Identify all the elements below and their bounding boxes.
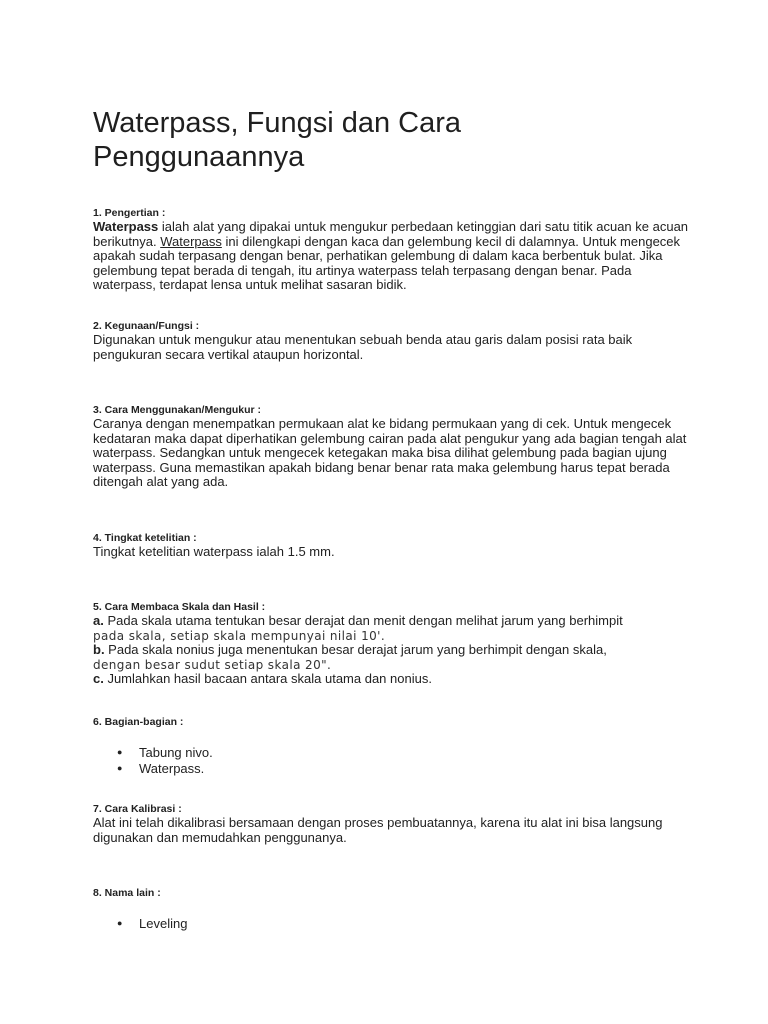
section-heading: 5. Cara Membaca Skala dan Hasil : xyxy=(93,601,266,613)
section-membaca-skala xyxy=(93,601,693,687)
step-b-continuation: dengan besar sudut setiap skala 20". xyxy=(93,657,332,672)
section-bagian xyxy=(93,716,693,776)
list-item xyxy=(93,761,693,777)
step-a xyxy=(93,614,693,629)
section-body: Tingkat ketelitian waterpass ialah 1.5 mm. xyxy=(93,544,335,559)
section-heading: 3. Cara Menggunakan/Mengukur : xyxy=(93,404,262,416)
alias-list xyxy=(93,916,693,932)
bullet-icon: ● xyxy=(117,762,123,773)
bullet-icon: ● xyxy=(117,747,123,757)
list-item-text: Tabung nivo. xyxy=(139,745,213,760)
section-body: Alat ini telah dikalibrasi bersamaan dengan proses pembuatannya, karena itu alat ini bisa langsung digunakan dan memudahkan penggunanya. xyxy=(93,815,663,845)
section-kalibrasi xyxy=(93,803,693,845)
section-heading: 4. Tingkat ketelitian : xyxy=(93,532,197,544)
list-item xyxy=(93,916,693,932)
step-b xyxy=(93,643,693,658)
section-heading: 8. Nama lain : xyxy=(93,887,161,899)
body-text: ialah alat yang dipakai untuk mengukur perbedaan ketinggian dari satu titik acuan ke acuan berikutnya. xyxy=(93,219,689,249)
page-title: Waterpass, Fungsi dan Cara Penggunaannya xyxy=(93,107,462,173)
list-item-text: Leveling xyxy=(139,916,188,931)
bullet-icon: ● xyxy=(117,918,123,928)
section-cara-menggunakan xyxy=(93,404,693,490)
step-a-continuation: pada skala, setiap skala mempunyai nilai 10'. xyxy=(93,628,386,643)
section-body: Caranya dengan menempatkan permukaan alat ke bidang permukaan yang di cek. Untuk mengecek kedataran maka dapat diperhatikan gelembung cairan pada alat pengukur yang ada bagian tengah alat waterpass. Sedangkan untuk mengecek ketegakan maka bisa dilihat gelembung pada bagian ujung waterpass. Guna memastikan apakah bidang benar benar rata maka gelembung harus tepat berada ditengah alat yang ada. xyxy=(93,416,687,490)
step-text: Pada skala nonius juga menentukan besar derajat jarum yang berhimpit dengan skala, xyxy=(104,642,607,658)
step-text: Jumlahkan hasil bacaan antara skala utama dan nonius. xyxy=(103,671,432,687)
step-label: b. xyxy=(93,642,105,658)
section-body xyxy=(93,220,693,293)
step-c xyxy=(93,672,693,687)
parts-list xyxy=(93,745,693,776)
waterpass-link[interactable]: Waterpass xyxy=(160,233,222,249)
bold-term: Waterpass xyxy=(93,219,159,234)
section-heading: 7. Cara Kalibrasi : xyxy=(93,803,182,815)
section-nama-lain xyxy=(93,887,693,932)
step-label: c. xyxy=(93,671,104,687)
section-heading: 1. Pengertian : xyxy=(93,207,166,219)
section-ketelitian xyxy=(93,532,693,560)
body-text: ini dilengkapi dengan kaca dan gelembung kecil di dalamnya. Untuk mengecek apakah sudah terpasang dengan benar, perhatikan gelembung di dalam kaca berbentuk bulat. Jika gelembung tepat berada di tengah, itu artinya waterpass telah terpasang dengan benar. Pada waterpass, terdapat lensa untuk melihat sasaran bidik. xyxy=(93,233,681,293)
list-item-text: Waterpass. xyxy=(139,760,205,776)
section-body: Digunakan untuk mengukur atau menentukan sebuah benda atau garis dalam posisi rata baik pengukuran secara vertikal ataupun horizontal. xyxy=(93,332,633,362)
step-label: a. xyxy=(93,613,104,628)
section-kegunaan xyxy=(93,320,693,362)
section-pengertian xyxy=(93,207,693,293)
list-item xyxy=(93,745,693,761)
section-heading: 2. Kegunaan/Fungsi : xyxy=(93,320,200,332)
section-heading: 6. Bagian-bagian : xyxy=(93,716,184,728)
step-text: Pada skala utama tentukan besar derajat dan menit dengan melihat jarum yang berhimpit xyxy=(103,613,623,628)
